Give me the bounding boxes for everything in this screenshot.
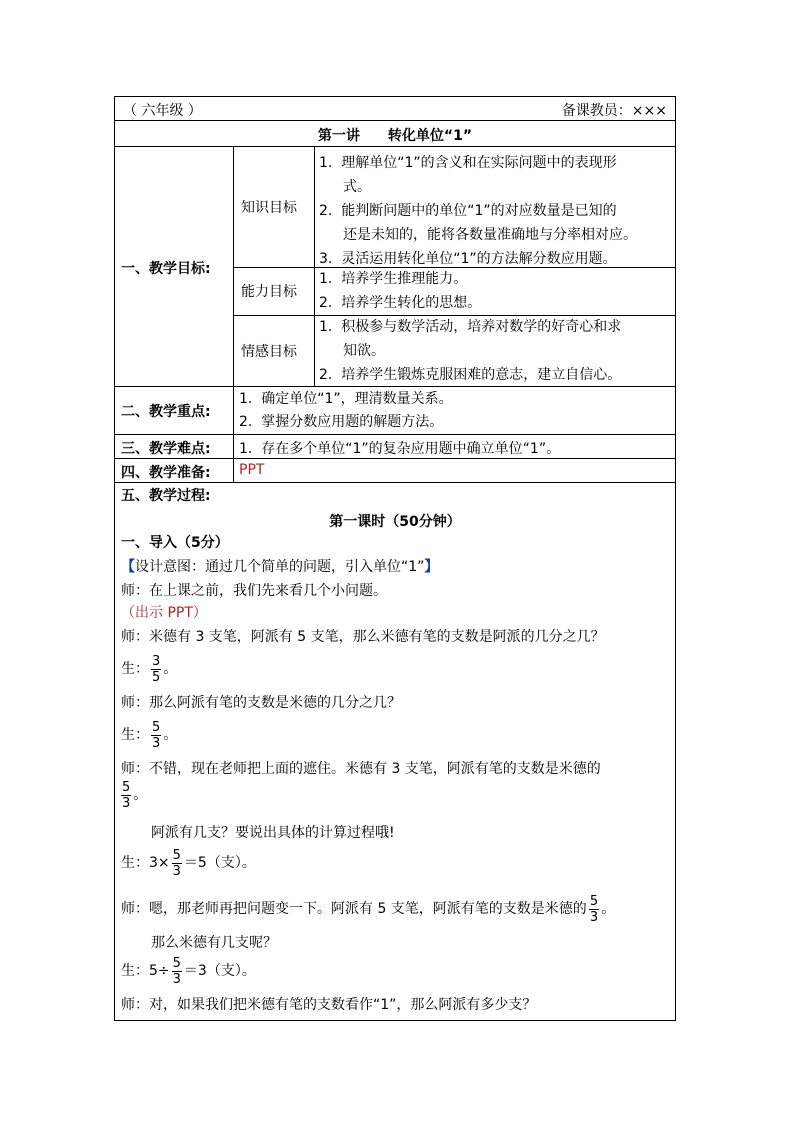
objectives-section (115, 147, 675, 387)
fraction: $\frac{5}{3}$ (172, 847, 181, 879)
dialogue-line: 师：对，如果我们把米德有笔的支数看作“1”，那么阿派有多少支？ (121, 997, 537, 1013)
list-item: 2. 培养学生转化的思想。 (319, 295, 482, 311)
dialogue-line: 师：在上课之前，我们先来看几个小问题。 (121, 583, 387, 599)
key-points-list (239, 388, 453, 434)
answer-line: 生：3× $\frac{5}{3}$ ＝5（支）。 (121, 847, 256, 879)
list-item: 1. 培养学生推理能力。 (319, 271, 468, 287)
list-item: 1. 理解单位“1”的含义和在实际问题中的表现形 (319, 155, 617, 171)
dialogue-line: 师：米德有 3 支笔，阿派有 5 支笔，那么米德有笔的支数是阿派的几分之几？ (121, 629, 605, 645)
header-row (115, 97, 675, 121)
dialogue-line: 师：不错，现在老师把上面的遮住。米德有 3 支笔，阿派有笔的支数是米德的 (121, 761, 601, 777)
fraction: $\frac{5}{3}$ (152, 719, 161, 751)
title-row (115, 121, 675, 147)
design-intent: 【设计意图：通过几个简单的问题，引入单位“1”】 (121, 559, 439, 575)
answer-line: 生： $\frac{5}{3}$ 。 (121, 719, 178, 751)
list-item: 2. 掌握分数应用题的解题方法。 (239, 414, 444, 430)
knowledge-goal-row (233, 147, 675, 268)
knowledge-goal-list (319, 151, 637, 271)
emotion-goal-list (319, 315, 621, 387)
fraction: $\frac{5}{3}$ (589, 893, 599, 925)
teacher-label: 备课教员：××× (561, 103, 667, 119)
list-item-cont: 还是未知的，能将各数量准确地与分率相对应。 (343, 227, 637, 243)
process-label: 五、教学过程: (121, 488, 211, 504)
dialogue-line: 师：嗯，那老师再把问题变一下。阿派有 5 支笔，阿派有笔的支数是米德的 $\frac{5}{3}$ 。 (121, 893, 616, 925)
lecture-title: 第一讲 转化单位“1” (317, 128, 473, 144)
emotion-goal-label: 情感目标 (241, 344, 297, 360)
list-item-cont: 知欲。 (343, 343, 385, 359)
fraction: $\frac{5}{3}$ (172, 955, 181, 987)
ability-goal-label: 能力目标 (241, 284, 297, 300)
design-intent-text: 设计意图：通过几个简单的问题，引入单位“1” (135, 559, 425, 575)
difficulties-row (115, 435, 675, 459)
answer-line: 生： $\frac{3}{5}$ 。 (121, 653, 178, 685)
lesson-plan-table (114, 96, 676, 1021)
list-item-cont: 式。 (343, 179, 371, 195)
session-title: 第一课时（50分钟） (329, 514, 461, 530)
knowledge-goal-label: 知识目标 (241, 200, 297, 216)
fraction: $\frac{3}{5}$ (152, 653, 161, 685)
ability-goal-row (233, 267, 675, 316)
section-title: 一、导入（5分） (121, 535, 229, 551)
answer-line: 生：5÷ $\frac{5}{3}$ ＝3（支）。 (121, 955, 256, 987)
objectives-label: 一、教学目标: (121, 261, 211, 277)
dialogue-line: 那么米德有几支呢？ (151, 935, 277, 951)
dialogue-line: 师：那么阿派有笔的支数是米德的几分之几？ (121, 695, 401, 711)
list-item: 3. 灵活运用转化单位“1”的方法解分数应用题。 (319, 251, 617, 267)
emotion-goal-row (233, 315, 675, 387)
difficulties-item: 1. 存在多个单位“1”的复杂应用题中确立单位“1”。 (239, 441, 561, 457)
preparation-row (115, 459, 675, 483)
fraction: $\frac{5}{3}$ (122, 779, 131, 811)
key-points-label: 二、教学重点: (121, 404, 211, 420)
fraction-line: $\frac{5}{3}$ 。 (122, 779, 148, 811)
dialogue-line: 阿派有几支？要说出具体的计算过程哦! (151, 825, 395, 841)
list-item: 1. 确定单位“1”，理清数量关系。 (239, 391, 453, 407)
difficulties-label: 三、教学难点: (121, 441, 211, 457)
list-item: 1. 积极参与数学活动，培养对数学的好奇心和求 (319, 319, 622, 335)
process-section (115, 483, 675, 1020)
show-ppt-note: （出示 PPT） (121, 605, 207, 621)
ability-goal-list (319, 267, 481, 315)
preparation-label: 四、教学准备: (121, 465, 211, 481)
list-item: 2. 能判断问题中的单位“1”的对应数量是已知的 (319, 203, 617, 219)
preparation-value: PPT (239, 462, 265, 478)
key-points-row (115, 387, 675, 435)
grade-label: （ 六年级 ） (123, 103, 202, 119)
list-item: 2. 培养学生锻炼克服困难的意志，建立自信心。 (319, 367, 622, 383)
